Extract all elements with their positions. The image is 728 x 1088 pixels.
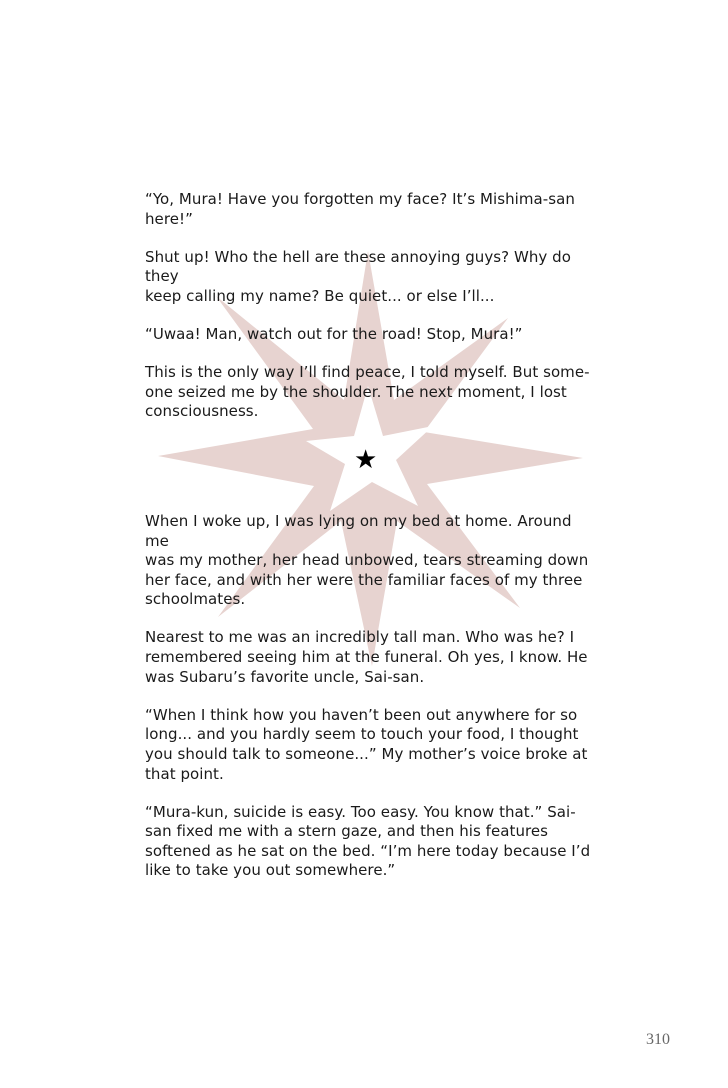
page-number: 310 — [646, 1031, 670, 1048]
top-text-section — [145, 190, 595, 440]
paragraph: Nearest to me was an incredibly tall man. Who was he? I remembered seeing him at the funeral. Oh yes, I know. He was Subaru’s favorite uncle, Sai-san. — [145, 628, 588, 686]
paragraph: “Mura-kun, suicide is easy. Too easy. You know that.” Sai- san fixed me with a stern gaze, and then his features softened as he sat on the bed. “I’m here today because I’d like to take you out somewhere.” — [145, 802, 591, 880]
paragraph: When I woke up, I was lying on my bed at home. Around me was my mother, her head unbowed, tears streaming down her face, and with her were the familiar faces of my three schoolmates. — [145, 512, 589, 609]
paragraph: “Uwaa! Man, watch out for the road! Stop, Mura!” — [145, 324, 523, 343]
bottom-text-section — [145, 512, 595, 900]
paragraph: Shut up! Who the hell are these annoying guys? Why do they keep calling my name? Be quiet... or else I’ll... — [145, 247, 571, 305]
paragraph: “Yo, Mura! Have you forgotten my face? It’s Mishima-san here!” — [145, 190, 575, 228]
paragraph: This is the only way I’ll find peace, I told myself. But some- one seized me by the shoulder. The next moment, I lost consciousness. — [145, 363, 590, 421]
black-star-icon: ★ — [354, 445, 378, 475]
paragraph: “When I think how you haven’t been out anywhere for so long... and you hardly seem to touch your food, I thought you should talk to someone...” My mother’s voice broke at that point. — [145, 705, 588, 783]
